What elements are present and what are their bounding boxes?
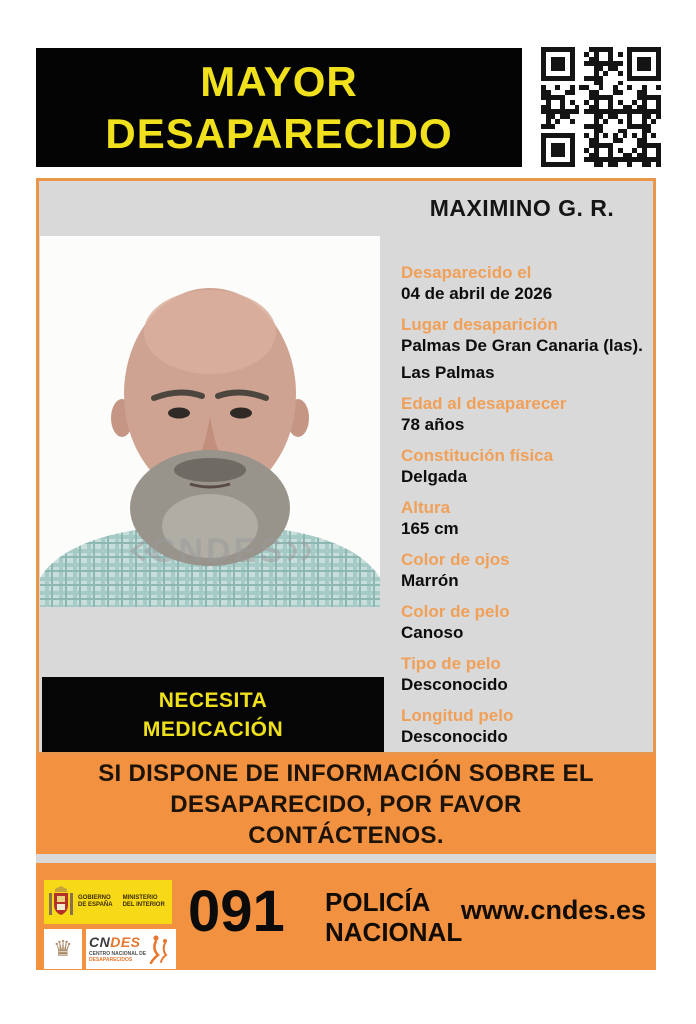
field-label: Lugar desaparición: [401, 315, 558, 334]
footer: [36, 863, 656, 970]
headline-line1: MAYOR: [200, 57, 358, 105]
field-label: Constitución física: [401, 446, 554, 465]
spain-coat-of-arms-icon: [48, 885, 74, 919]
medication-alert: [42, 677, 384, 752]
gov-text: DE ESPAÑA: [78, 902, 113, 908]
info-field: [401, 314, 649, 383]
portrait-illustration: [40, 236, 380, 607]
field-label: Altura: [401, 498, 451, 517]
fields-list: [395, 262, 649, 747]
field-label: Desaparecido el: [401, 263, 532, 282]
cndes-logo: [86, 929, 176, 969]
qr-code: [538, 44, 664, 170]
cndes-brand-cn: CN: [89, 934, 111, 950]
field-value: Marrón: [401, 571, 459, 590]
missing-person-photo: [40, 236, 380, 607]
headline-line2: DESAPARECIDO: [105, 109, 453, 157]
headline-banner: [36, 48, 522, 167]
info-field: [401, 393, 649, 435]
field-value: 04 de abril de 2026: [401, 284, 553, 303]
contact-line2: DESAPARECIDO, POR FAVOR: [170, 791, 522, 818]
government-logo: [44, 880, 172, 924]
field-value: Palmas De Gran Canaria (las).: [401, 336, 643, 355]
photo-watermark-text: CNDES: [150, 532, 286, 570]
info-field: [401, 601, 649, 643]
field-value: Canoso: [401, 623, 464, 642]
field-label: Longitud pelo: [401, 706, 514, 725]
footer-separator: [36, 854, 656, 863]
info-column: [395, 191, 649, 757]
cndes-brand-des: DES: [110, 934, 141, 950]
field-value: 165 cm: [401, 519, 459, 538]
police-line1: POLICÍA: [325, 887, 431, 917]
info-field: [401, 262, 649, 304]
ministry-text: MINISTERIO: [122, 895, 158, 901]
field-value: Desconocido: [401, 727, 508, 746]
field-value: Delgada: [401, 467, 468, 486]
info-field: [401, 497, 649, 539]
info-field: [401, 549, 649, 591]
info-field: [401, 653, 649, 695]
contact-line1: SI DISPONE DE INFORMACIÓN SOBRE EL: [98, 760, 594, 787]
photo-watermark: [132, 532, 309, 570]
gov-logo-col2: [123, 895, 165, 909]
police-line2: NACIONAL: [325, 917, 463, 947]
cndes-subtitle2: DESAPARECIDOS: [89, 957, 133, 963]
info-field: [401, 705, 649, 747]
field-value: Las Palmas: [401, 363, 495, 382]
royal-emblem-icon: ♛: [53, 936, 73, 961]
gov-logo-col1: [78, 895, 113, 909]
field-label: Edad al desaparecer: [401, 394, 567, 413]
website-url: www.cndes.es: [460, 895, 646, 925]
medication-alert-line2: MEDICACIÓN: [142, 717, 284, 741]
field-label: Color de pelo: [401, 602, 510, 621]
field-label: Tipo de pelo: [401, 654, 501, 673]
contact-line3: CONTÁCTENOS.: [248, 822, 444, 849]
cndes-subtitle1: CENTRO NACIONAL DE: [89, 951, 147, 957]
cndes-brand: [89, 935, 146, 949]
emergency-phone-number: 091: [188, 879, 285, 944]
cndes-figures-icon: [148, 934, 170, 964]
field-value: 78 años: [401, 415, 465, 434]
police-label: [325, 887, 462, 947]
field-value: Desconocido: [401, 675, 508, 694]
person-name: MAXIMINO G. R.: [429, 195, 615, 221]
contact-banner: [36, 755, 656, 854]
field-label: Color de ojos: [401, 550, 510, 569]
main-panel: [36, 178, 656, 755]
medication-alert-line1: NECESITA: [158, 688, 268, 712]
info-field: [401, 445, 649, 487]
ministry-text: DEL INTERIOR: [122, 902, 165, 908]
royal-emblem-logo: [44, 929, 82, 969]
gov-text: GOBIERNO: [78, 895, 111, 901]
